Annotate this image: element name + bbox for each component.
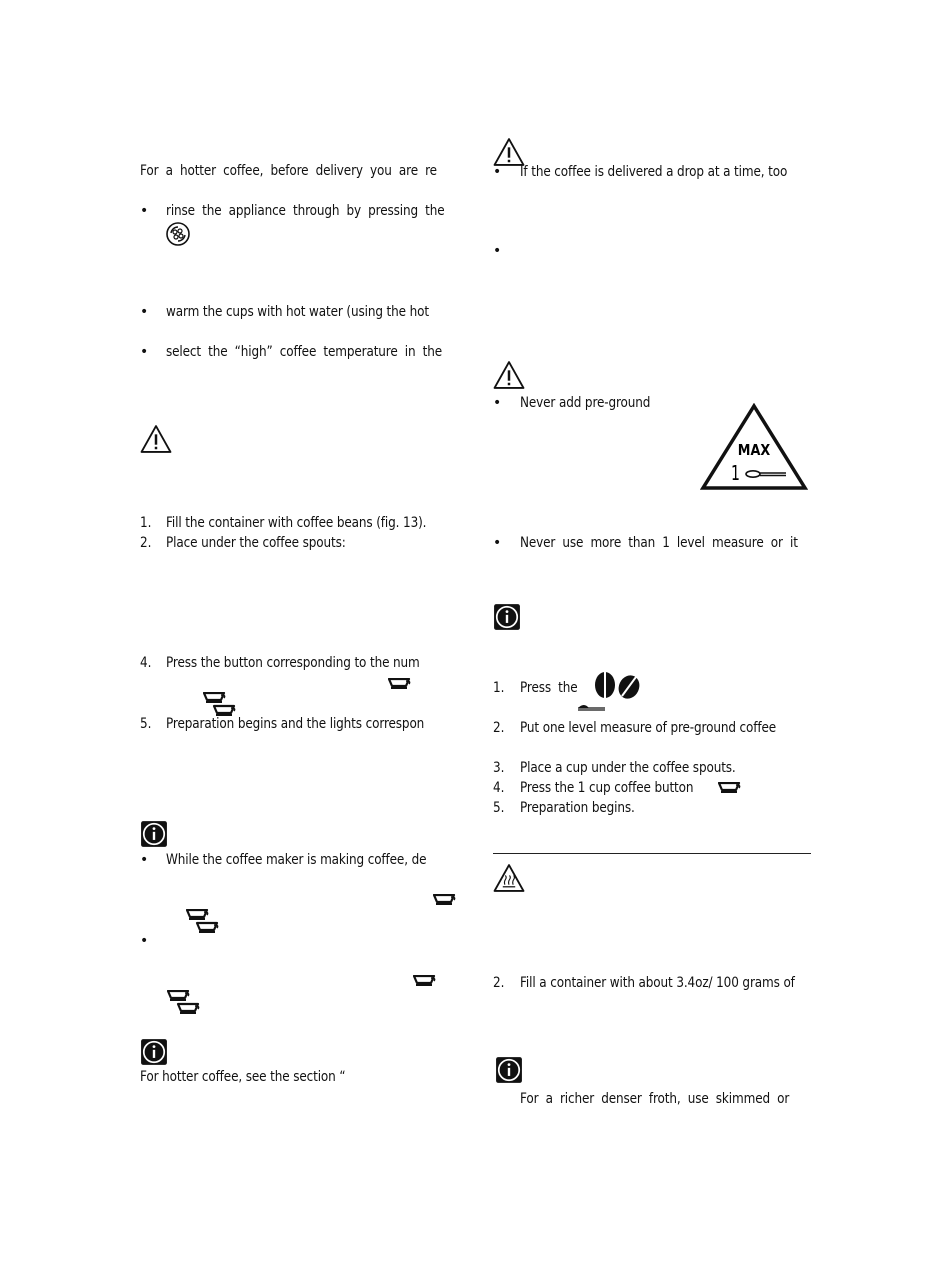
aroma-pre-ground-icon <box>576 671 642 713</box>
step-number: 4. <box>140 655 152 671</box>
intro-text: For a hotter coffee, before delivery you are re <box>140 163 437 179</box>
step-number: 2. <box>493 975 505 991</box>
never-use-text: Never use more than 1 level measure or it <box>520 535 798 551</box>
two-cups-icon <box>186 909 220 935</box>
press-step-text: Press the <box>520 680 578 696</box>
two-cups-icon <box>167 990 201 1016</box>
bullet: • <box>493 164 502 180</box>
hotter-coffee-note: For hotter coffee, see the section “ <box>140 1069 346 1085</box>
bullet: • <box>493 535 502 551</box>
step-5-text: Preparation begins and the lights correspon <box>166 716 425 732</box>
one-cup-icon <box>433 894 457 907</box>
max-measure-warning-icon <box>700 403 808 491</box>
press-one-cup-text: Press the 1 cup coffee button <box>520 780 694 796</box>
warning-drip-text: If the coffee is delivered a drop at a time, too <box>520 164 788 180</box>
bullet: • <box>140 304 149 320</box>
bullet-high-temp-text: select the “high” coffee temperature in the <box>166 344 443 360</box>
hot-surface-warning-icon <box>493 863 525 893</box>
max-number: 1 <box>731 462 740 486</box>
bullet: • <box>140 344 149 360</box>
info-icon <box>495 1056 523 1084</box>
place-cup-text: Place a cup under the coffee spouts. <box>520 760 736 776</box>
richer-froth-text: For a richer denser froth, use skimmed or <box>520 1091 790 1107</box>
section-divider <box>493 853 811 854</box>
preparation-begins-text: Preparation begins. <box>520 800 635 816</box>
step-1-text: Fill the container with coffee beans (fig. 13). <box>166 515 427 531</box>
warning-icon <box>493 360 525 390</box>
step-number: 1. <box>140 515 152 531</box>
bullet: • <box>140 203 149 219</box>
put-measure-text: Put one level measure of pre-ground coffee <box>520 720 777 736</box>
info-bullet-text: While the coffee maker is making coffee, de <box>166 852 427 868</box>
bullet: • <box>140 852 149 868</box>
warning-icon <box>493 137 525 167</box>
never-add-text: Never add pre-ground <box>520 395 651 411</box>
step-2-text: Place under the coffee spouts: <box>166 535 346 551</box>
step-number: 4. <box>493 780 505 796</box>
one-cup-icon <box>718 782 742 795</box>
bullet: • <box>493 395 502 411</box>
step-number: 1. <box>493 680 505 696</box>
step-number: 5. <box>493 800 505 816</box>
step-number: 5. <box>140 716 152 732</box>
bullet: • <box>140 933 149 949</box>
info-icon <box>493 603 521 631</box>
warning-icon <box>140 424 172 454</box>
info-icon <box>140 820 168 848</box>
step-number: 2. <box>140 535 152 551</box>
one-cup-icon <box>388 678 412 691</box>
step-number: 3. <box>493 760 505 776</box>
bullet-rinse-text: rinse the appliance through by pressing the <box>166 203 445 219</box>
bullet: • <box>493 243 502 259</box>
step-4-text: Press the button corresponding to the num <box>166 655 420 671</box>
info-icon <box>140 1038 168 1066</box>
two-cups-icon <box>203 692 237 718</box>
max-label: MAX <box>737 442 771 460</box>
bullet-warm-cups-text: warm the cups with hot water (using the hot <box>166 304 429 320</box>
step-number: 2. <box>493 720 505 736</box>
one-cup-icon <box>413 975 437 988</box>
rinse-icon <box>165 221 191 247</box>
fill-container-text: Fill a container with about 3.4oz/ 100 grams of <box>520 975 795 991</box>
